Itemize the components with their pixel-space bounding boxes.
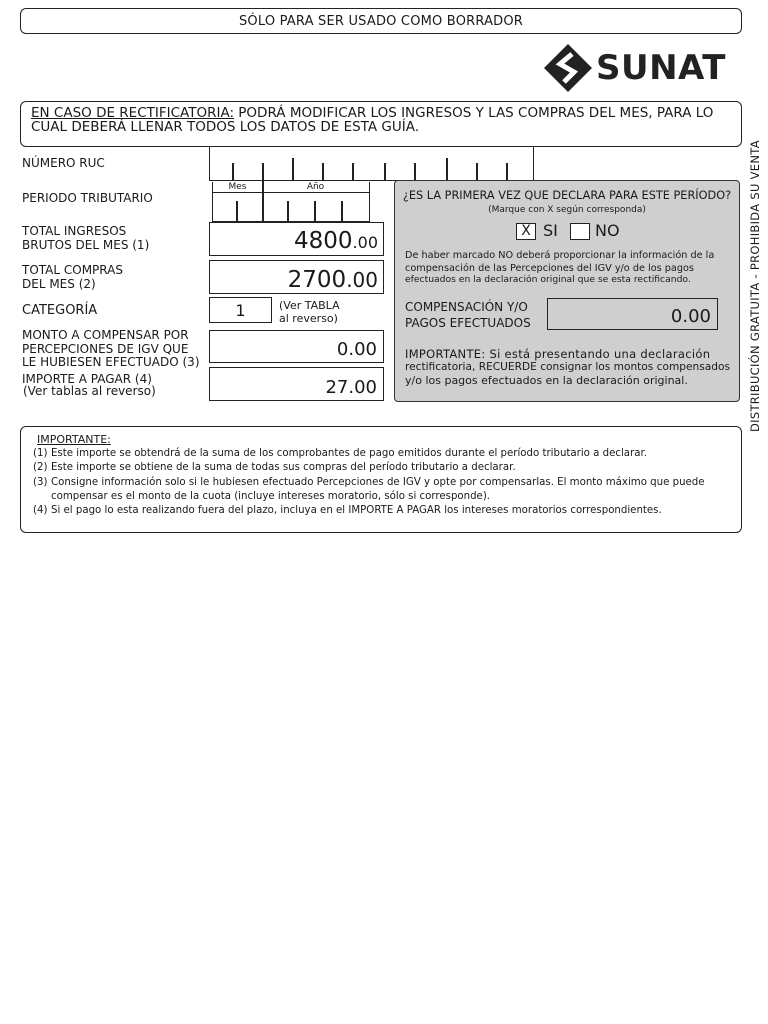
logo-text: SUNAT bbox=[596, 48, 726, 88]
compras-label-line1: TOTAL COMPRAS bbox=[22, 263, 123, 277]
importante-notes bbox=[20, 426, 742, 533]
periodo-label: PERIODO TRIBUTARIO bbox=[22, 191, 153, 205]
ingresos-label bbox=[22, 225, 149, 252]
compensacion-label-line2: PAGOS EFECTUADOS bbox=[405, 316, 531, 330]
monto-input[interactable] bbox=[209, 330, 384, 363]
primera-vez-panel bbox=[394, 180, 740, 402]
compensacion-label bbox=[405, 299, 531, 331]
importe-label-line1: IMPORTE A PAGAR (4) bbox=[22, 372, 152, 386]
categoria-note-line1: (Ver TABLA bbox=[279, 299, 340, 312]
periodo-input[interactable] bbox=[212, 182, 370, 222]
ingresos-dec: .00 bbox=[352, 233, 378, 252]
si-label: SI bbox=[543, 221, 558, 240]
compras-dec: .00 bbox=[346, 268, 378, 292]
panel-instruction: (Marque con X según corresponda) bbox=[488, 205, 646, 215]
ingresos-input[interactable] bbox=[209, 222, 384, 256]
monto-label-line2: PERCEPCIONES DE IGV QUE bbox=[22, 341, 189, 356]
sunat-logo-icon bbox=[542, 42, 594, 94]
categoria-note bbox=[279, 299, 340, 325]
rectificatoria-notice bbox=[20, 101, 742, 147]
ingresos-label-line1: TOTAL INGRESOS bbox=[22, 224, 127, 238]
compensacion-label-line1: COMPENSACIÓN Y/O bbox=[405, 300, 528, 314]
compras-input[interactable] bbox=[209, 260, 384, 294]
compras-label-line2: DEL MES (2) bbox=[22, 276, 96, 291]
importe-input[interactable] bbox=[209, 367, 384, 401]
note-item: (3) Consigne información solo si le hubiesen efectuado Percepciones de IGV y opte por compensarlas. El monto máximo que puede compensar es el monto de la cuota (incluye intereses moratorio, sólo si corresponde). bbox=[33, 476, 705, 502]
panel-question: ¿ES LA PRIMERA VEZ QUE DECLARA PARA ESTE PERÍODO? bbox=[402, 189, 732, 202]
periodo-mes-header: Mes bbox=[213, 182, 262, 193]
panel-importante bbox=[405, 348, 733, 387]
no-label: NO bbox=[595, 221, 620, 240]
side-distribution-text: DISTRIBUCIÓN GRATUITA - PROHIBIDA SU VENTA bbox=[748, 140, 762, 432]
ruc-input[interactable] bbox=[209, 146, 534, 181]
ruc-label: NÚMERO RUC bbox=[22, 156, 105, 170]
monto-label-line3: LE HUBIESEN EFECTUADO (3) bbox=[22, 355, 200, 369]
periodo-anio-header: Año bbox=[262, 182, 369, 193]
sunat-logo bbox=[542, 40, 738, 96]
importe-label bbox=[22, 373, 156, 397]
categoria-label: CATEGORÍA bbox=[22, 303, 98, 318]
ingresos-label-line2: BRUTOS DEL MES (1) bbox=[22, 237, 150, 252]
si-checkbox[interactable]: X bbox=[516, 223, 536, 240]
monto-label-line1: MONTO A COMPENSAR POR bbox=[22, 328, 189, 342]
compras-label bbox=[22, 264, 123, 291]
rectificatoria-text: PODRÁ MODIFICAR LOS INGRESOS Y LAS COMPRAS DEL MES, PARA LO CUAL DEBERÁ LLENAR TODOS LOS DATOS DE ESTA GUÍA. bbox=[31, 105, 714, 135]
categoria-input[interactable] bbox=[209, 297, 272, 323]
note-item: (1) Este importe se obtendrá de la suma de los comprobantes de pago emitidos durante el período tributario a declarar. bbox=[33, 448, 647, 460]
categoria-value: 1 bbox=[235, 301, 246, 320]
panel-note-line1: De haber marcado NO deberá proporcionar la información de la bbox=[405, 250, 715, 261]
compensacion-value: 0.00 bbox=[670, 306, 711, 327]
panel-note-line2: compensación de las Percepciones del IGV y/o de los pagos bbox=[405, 263, 694, 274]
importe-value: 27.00 bbox=[325, 377, 377, 398]
compensacion-input[interactable] bbox=[547, 298, 718, 330]
categoria-note-line2: al reverso) bbox=[279, 312, 338, 325]
ingresos-int: 4800 bbox=[294, 228, 353, 254]
panel-note-line3: efectuados en la declaración original que se esta rectificando. bbox=[405, 274, 691, 285]
panel-note bbox=[405, 249, 735, 285]
monto-value: 0.00 bbox=[336, 339, 377, 360]
importe-label-line2: (Ver tablas al reverso) bbox=[23, 384, 156, 398]
draft-banner: SÓLO PARA SER USADO COMO BORRADOR bbox=[20, 8, 742, 34]
note-item: (4) Si el pago lo esta realizando fuera del plazo, incluya en el IMPORTE A PAGAR los intereses moratorios correspondientes. bbox=[33, 505, 662, 517]
panel-importante-line1: IMPORTANTE: Si está presentando una declaración bbox=[405, 347, 711, 361]
rectificatoria-heading: EN CASO DE RECTIFICATORIA: bbox=[31, 105, 234, 121]
monto-label bbox=[22, 329, 200, 370]
compras-int: 2700 bbox=[287, 267, 347, 293]
no-checkbox[interactable] bbox=[570, 223, 590, 240]
panel-importante-line2: rectificatoria, RECUERDE consignar los montos compensados bbox=[405, 361, 730, 373]
panel-importante-line3: y/o los pagos efectuados en la declaración original. bbox=[405, 374, 688, 387]
importante-title: IMPORTANTE: bbox=[37, 433, 111, 446]
note-item: (2) Este importe se obtiene de la suma de todas sus compras del período tributario a declarar. bbox=[33, 462, 516, 474]
